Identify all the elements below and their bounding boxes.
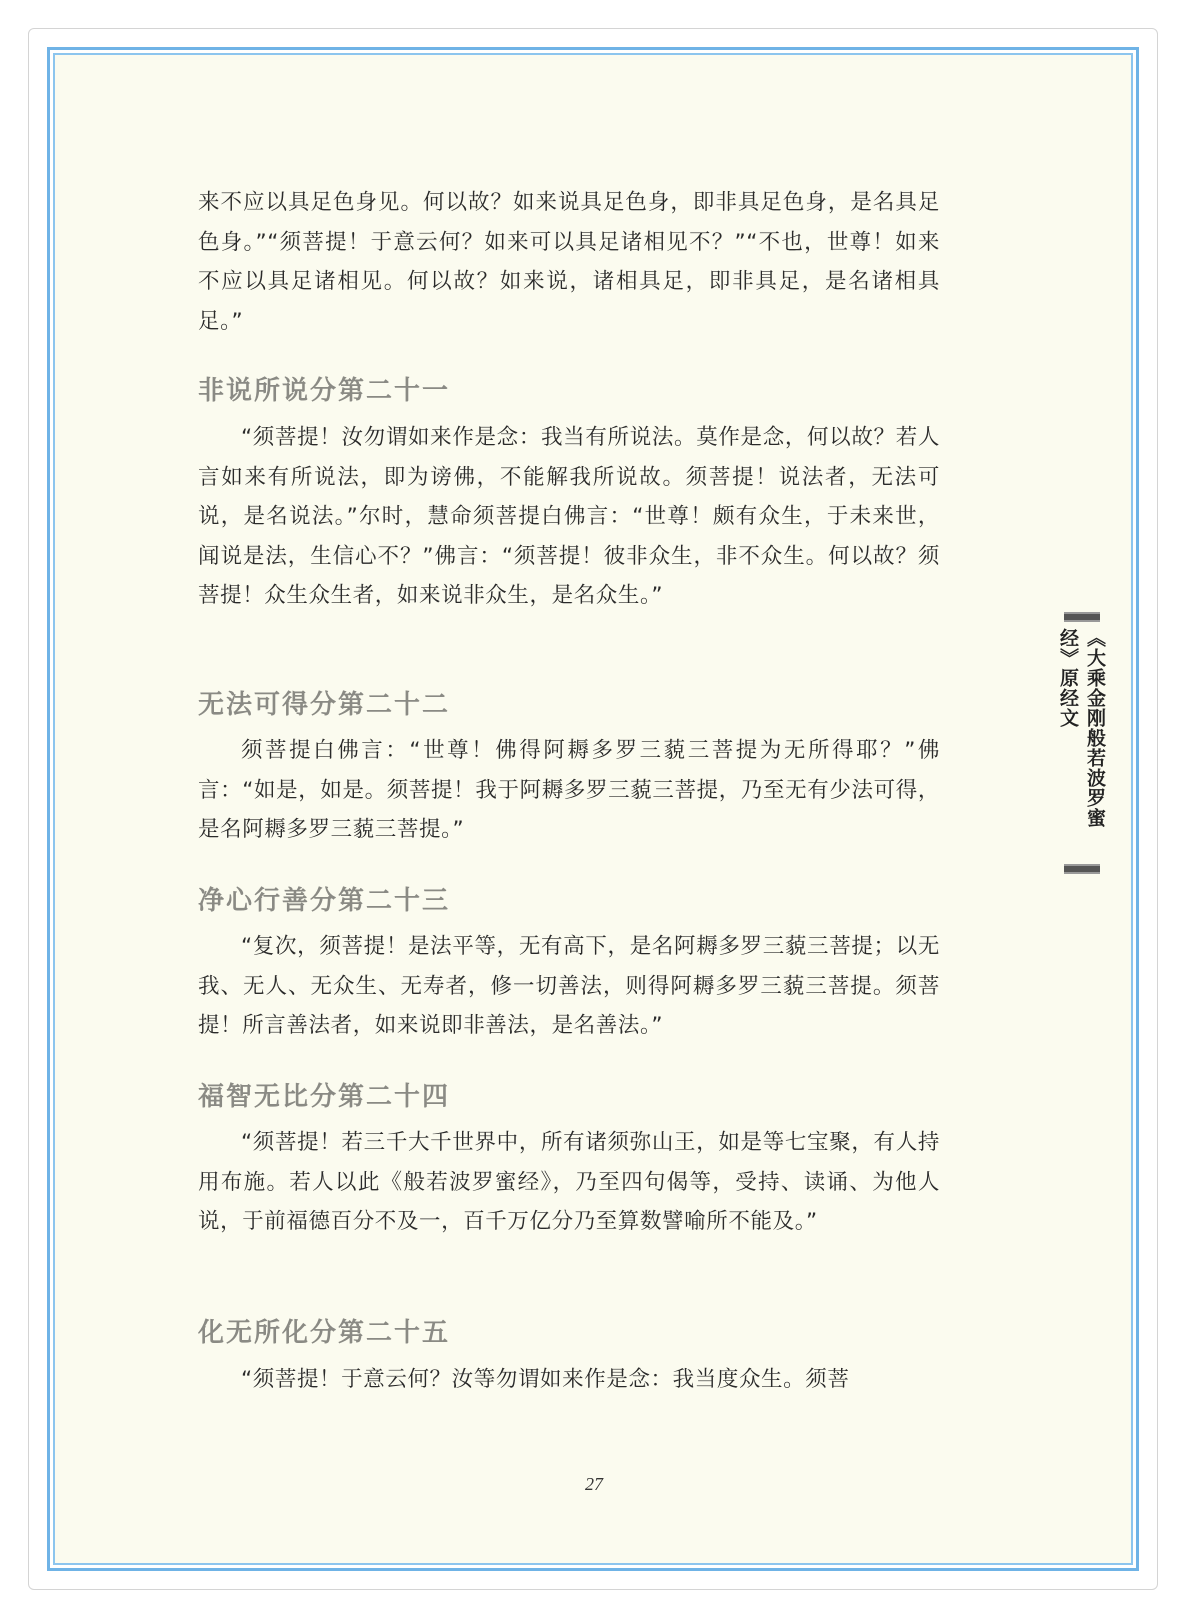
side-tab <box>1057 612 1106 874</box>
paragraph-continued: 来不应以具足色身见。何以故？如来说具足色身，即非具足色身，是名具足色身。”“须菩提！于意云何？如来可以具足诸相见不？”“不也，世尊！如来不应以具足诸相见。何以故？如来说，诸相具足，即非具足，是名诸相具足。” <box>198 190 940 334</box>
section-text-22: 须菩提白佛言：“世尊！佛得阿耨多罗三藐三菩提为无所得耶？”佛言：“如是，如是。须菩提！我于阿耨多罗三藐三菩提，乃至无有少法可得，是名阿耨多罗三藐三菩提。” <box>198 738 940 842</box>
section-text-21: “须菩提！汝勿谓如来作是念：我当有所说法。莫作是念，何以故？若人言如来有所说法，即为谤佛，不能解我所说故。须菩提！说法者，无法可说，是名说法。”尔时，慧命须菩提白佛言：“世尊！颇有众生，于未来世，闻说是法，生信心不？”佛言：“须菩提！彼非众生，非不众生。何以故？须菩提！众生众生者，如来说非众生，是名众生。” <box>198 425 940 608</box>
section-text-24: “须菩提！若三千大千世界中，所有诸须弥山王，如是等七宝聚，有人持用布施。若人以此《般若波罗蜜经》，乃至四句偈等，受持、读诵、为他人说，于前福德百分不及一，百千万亿分乃至算数譬喻所不能及。” <box>198 1130 940 1234</box>
section-text-25: “须菩提！于意云何？汝等勿谓如来作是念：我当度众生。须菩 <box>241 1367 850 1392</box>
side-tab-cap-top <box>1064 612 1100 622</box>
section-heading-24: 福智无比分第二十四 <box>198 1082 451 1112</box>
section-heading-25: 化无所化分第二十五 <box>198 1318 451 1348</box>
section-heading-21: 非说所说分第二十一 <box>198 376 451 406</box>
page-number: 27 <box>585 1474 603 1494</box>
side-tab-label: 《大乘金刚般若波罗蜜经》原经文 <box>1057 628 1106 828</box>
side-tab-cap-bottom <box>1064 864 1100 874</box>
section-text-23: “复次，须菩提！是法平等，无有高下，是名阿耨多罗三藐三菩提；以无我、无人、无众生、无寿者，修一切善法，则得阿耨多罗三藐三菩提。须菩提！所言善法者，如来说即非善法，是名善法。” <box>198 934 940 1038</box>
section-heading-22: 无法可得分第二十二 <box>198 690 451 720</box>
section-heading-23: 净心行善分第二十三 <box>198 886 451 916</box>
